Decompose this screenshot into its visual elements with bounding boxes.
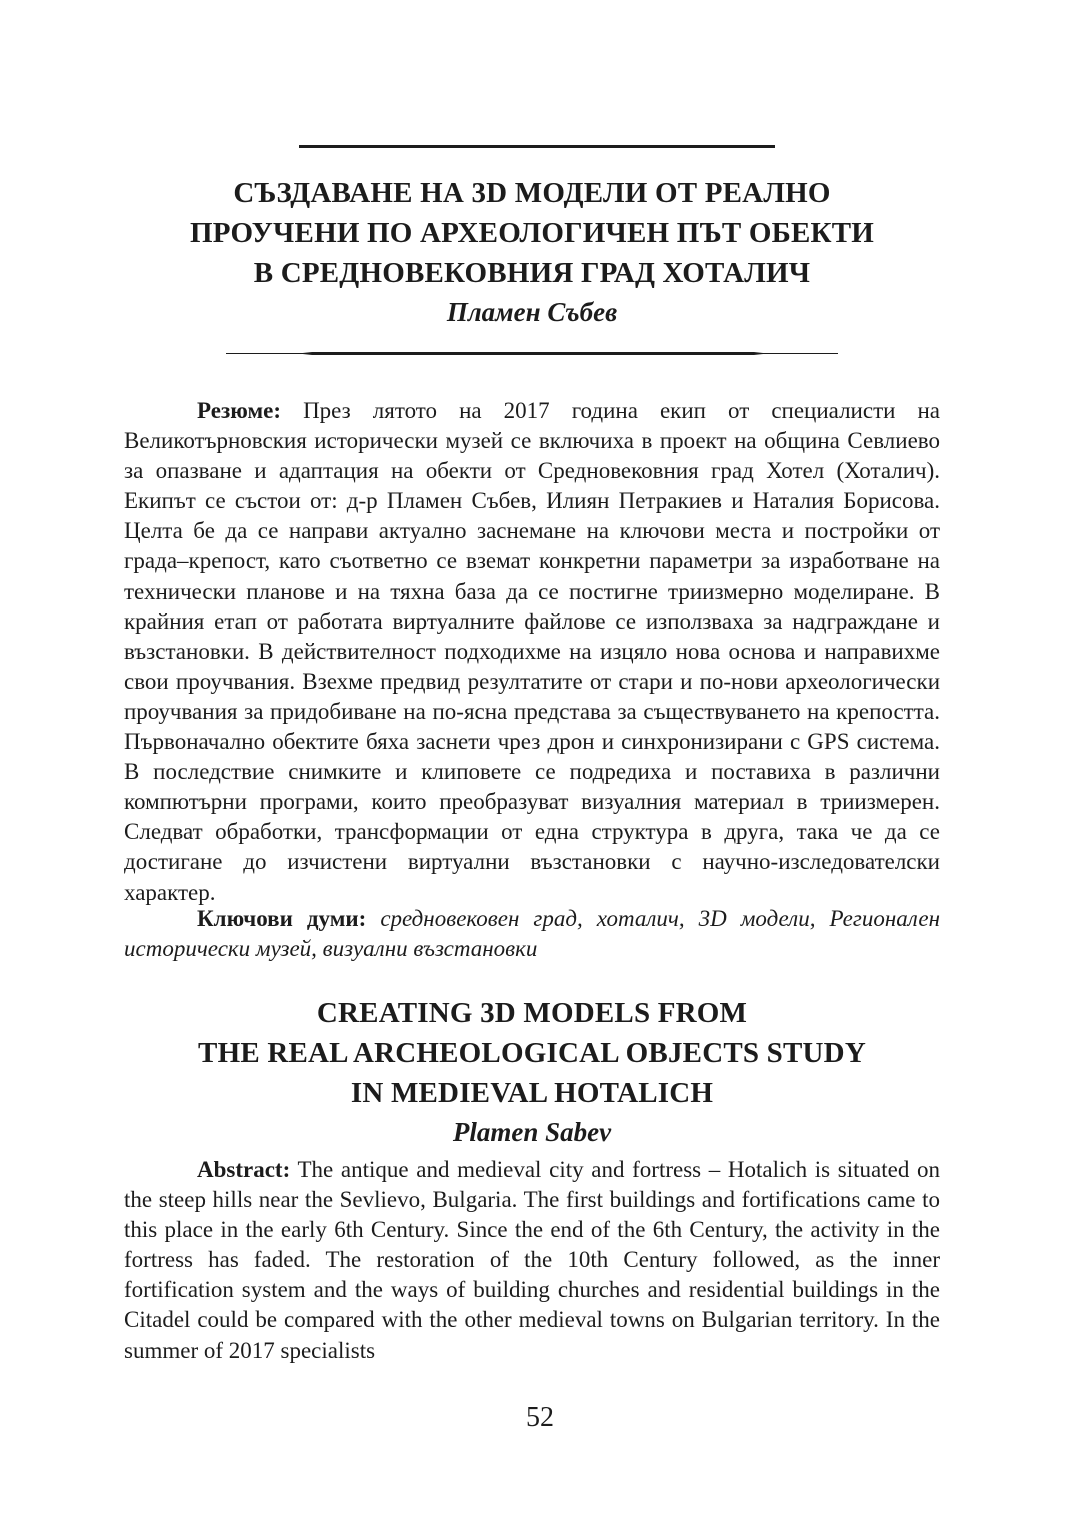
bulgarian-title-line-2: ПРОУЧЕНИ ПО АРХЕОЛОГИЧЕН ПЪТ ОБЕКТИ <box>189 217 875 249</box>
english-abstract-label: Abstract: <box>197 1157 291 1182</box>
english-abstract <box>124 1155 940 1366</box>
keywords-label: Ключови думи: <box>197 906 367 931</box>
english-title-block <box>124 993 940 1151</box>
english-abstract-text: The antique and medieval city and fortress – Hotalich is situated on the steep hills near the Sevlievo, Bulgaria. The first buildings and fortifications came to this place in the early 6th Century. Since the end of the 6th Century, the activity in the fortress has faded. The restoration of the 10th Century followed, as the inner fortification system and the ways of building churches and residential buildings in the Citadel could be compared with the other medieval towns on Bulgarian territory. In the summer of 2017 specialists <box>124 1157 940 1363</box>
bulgarian-abstract-text: През лятото на 2017 година екип от специалисти на Великотърновския исторически музей се включиха в проект на община Севлиево за опазване и адаптация на обекти от Средновековния град Хотел (Хоталич). Екипът се състои от: д-р Пламен Събев, Илиян Петракиев и Наталия Борисова. Целта бе да се направи актуално заснемане на ключови места и постройки от града–крепост, като съответно се вземат конкретни параметри за изработване на технически планове и на тяхна база да се постигне триизмерно моделиране. В крайния етап от работата виртуалните файлове се използваха за надграждане и възстановки. В действителност подходихме на изцяло нова основа и направихме свои проучвания. Взехме предвид резултатите от стари и по-нови археологически проучвания за придобиване на по-ясна представа за съществуването на крепостта. Първоначално обектите бяха заснети чрез дрон и синхронизирани с GPS система. В последствие снимките и клиповете се подредиха и поставиха в различни компютърни програми, които преобразуват визуалния материал в триизмерен. Следват обработки, трансформации от една структура в друга, така че да се достигане до изчистени виртуални възстановки с научно-изследователски характер. <box>124 398 940 905</box>
bulgarian-title-line-1: СЪЗДАВАНЕ НА 3D МОДЕЛИ ОТ РЕАЛНО <box>233 177 831 209</box>
bulgarian-abstract <box>124 396 940 908</box>
bulgarian-title-block <box>124 173 940 331</box>
keywords-text: средновековен град, хоталич, 3D модели, Регионален исторически музей, визуални възстановки <box>124 906 940 962</box>
bulgarian-keywords <box>124 904 940 964</box>
english-title-line-3: IN MEDIEVAL HOTALICH <box>350 1077 714 1109</box>
bulgarian-abstract-label: Резюме: <box>197 398 282 423</box>
page-number: 52 <box>526 1402 554 1433</box>
english-title-line-1: CREATING 3D MODELS FROM <box>316 997 748 1029</box>
english-title-line-2: THE REAL ARCHEOLOGICAL OBJECTS STUDY <box>198 1037 866 1069</box>
bulgarian-title-line-3: В СРЕДНОВЕКОВНИЯ ГРАД ХОТАЛИЧ <box>253 257 811 289</box>
title-bottom-rule <box>226 353 838 355</box>
title-top-rule <box>299 145 775 148</box>
bulgarian-author: Пламен Събев <box>446 297 618 327</box>
title-bottom-rule-thick <box>298 352 768 355</box>
english-author: Plamen Sabev <box>452 1117 612 1147</box>
